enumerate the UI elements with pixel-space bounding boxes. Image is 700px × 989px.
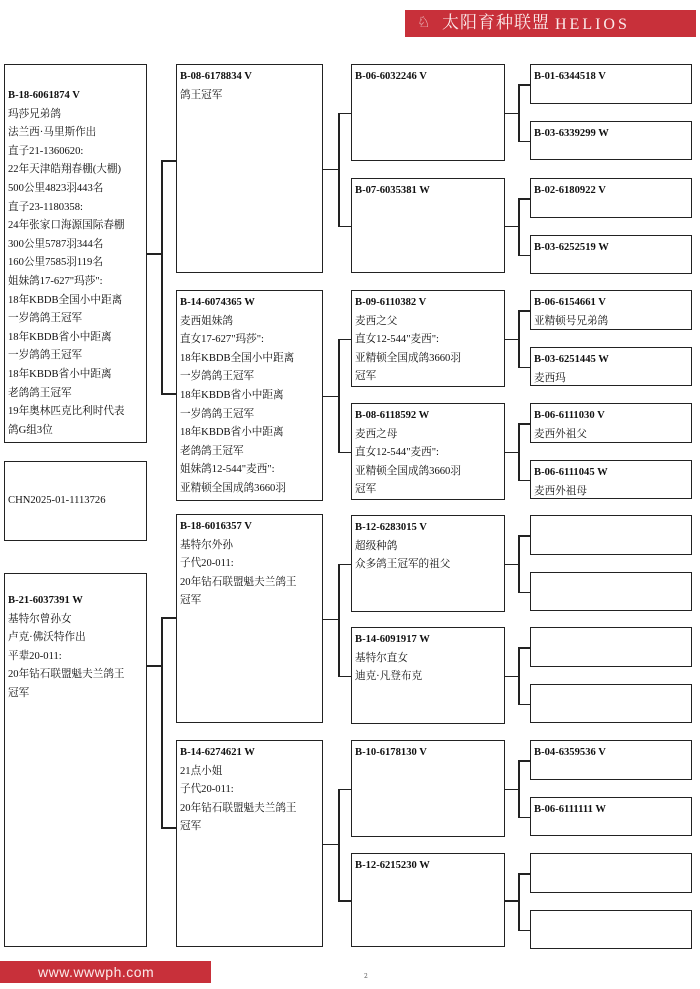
gg-grandparent-box bbox=[530, 290, 692, 330]
connector-line bbox=[518, 310, 530, 312]
gg-grandparent-box bbox=[530, 64, 692, 104]
connector-line bbox=[505, 900, 518, 902]
page-number: 2 bbox=[364, 973, 368, 980]
pedigree-note: 500公里4823羽443名 bbox=[8, 182, 104, 194]
connector-line bbox=[323, 169, 338, 171]
pedigree-note: 鸽G组3位 bbox=[8, 424, 53, 436]
ring-number: B-10-6178130 V bbox=[355, 747, 427, 758]
connector-line bbox=[161, 160, 176, 162]
horse-head-icon: ♘ bbox=[417, 13, 431, 31]
pedigree-note: 18年KBDB省小中距离 bbox=[180, 427, 284, 439]
gg-grandparent-box bbox=[530, 853, 692, 893]
pedigree-note: 直子23-1180358: bbox=[8, 201, 83, 213]
pedigree-note: 姐妹鸽12-544"麦西": bbox=[180, 464, 275, 476]
connector-line bbox=[147, 253, 162, 255]
connector-line bbox=[518, 310, 520, 368]
pedigree-note: 直子21-1360620: bbox=[8, 145, 84, 157]
header-banner bbox=[405, 10, 696, 37]
gg-grandparent-box bbox=[530, 572, 692, 611]
great-grandparent-box bbox=[351, 64, 505, 161]
gg-grandparent-box bbox=[530, 910, 692, 949]
gg-grandparent-box bbox=[530, 403, 692, 443]
ring-number: B-14-6274621 W bbox=[180, 747, 255, 758]
connector-line bbox=[161, 393, 176, 395]
pedigree-note: 亚精顿全国成鸽3660羽 bbox=[355, 352, 461, 364]
ring-number: B-09-6110382 V bbox=[355, 297, 427, 308]
ring-number: B-06-6032246 V bbox=[355, 71, 427, 82]
connector-line bbox=[518, 84, 530, 86]
gg-grandparent-box bbox=[530, 797, 692, 836]
pedigree-note: 卢克·佛沃特作出 bbox=[8, 632, 86, 644]
gg-grandparent-box bbox=[530, 740, 692, 780]
ring-number: B-01-6344518 V bbox=[534, 71, 606, 82]
website-link[interactable]: www.wwwph.com bbox=[38, 964, 155, 980]
sire-box bbox=[4, 64, 147, 443]
connector-line bbox=[338, 226, 351, 228]
ring-number: B-08-6178834 V bbox=[180, 71, 252, 82]
grandparent-box bbox=[176, 64, 323, 273]
pedigree-note: 直女12-544"麦西": bbox=[355, 334, 439, 346]
pedigree-note: 基特尔直女 bbox=[355, 652, 408, 664]
ring-number: B-18-6016357 V bbox=[180, 521, 252, 532]
grandparent-box bbox=[176, 740, 323, 947]
gg-grandparent-box bbox=[530, 235, 692, 274]
pedigree-note: 冠军 bbox=[180, 595, 202, 607]
connector-line bbox=[518, 704, 530, 706]
pedigree-note: 21点小姐 bbox=[180, 765, 223, 777]
grandparent-box bbox=[176, 290, 323, 501]
gg-grandparent-box bbox=[530, 627, 692, 667]
pedigree-note: 24年张家口海源国际春棚 bbox=[8, 220, 125, 232]
connector-line bbox=[518, 873, 530, 875]
connector-line bbox=[338, 339, 351, 341]
ring-number: B-02-6180922 V bbox=[534, 185, 606, 196]
connector-line bbox=[518, 198, 530, 200]
pedigree-note: 法兰西·马里斯作出 bbox=[8, 127, 97, 139]
connector-line bbox=[518, 817, 530, 819]
pedigree-note: 麦西之父 bbox=[355, 315, 398, 327]
pedigree-note: 18年KBDB省小中距离 bbox=[180, 389, 284, 401]
pedigree-note: 20年钻石联盟魁夫兰鸽王 bbox=[180, 802, 297, 814]
connector-line bbox=[147, 665, 162, 667]
pedigree-note: 亚精顿全国成鸽3660羽 bbox=[180, 482, 286, 494]
connector-line bbox=[518, 535, 530, 537]
pedigree-note: 基特尔外孙 bbox=[180, 539, 233, 551]
pedigree-note: 18年KBDB全国小中距离 bbox=[8, 294, 123, 306]
connector-line bbox=[518, 647, 520, 705]
gg-grandparent-box bbox=[530, 684, 692, 723]
pedigree-note: 直女17-627"玛莎": bbox=[180, 334, 264, 346]
connector-line bbox=[161, 617, 176, 619]
ring-number: B-06-6111111 W bbox=[534, 804, 606, 815]
pedigree-note: 子代20-011: bbox=[180, 558, 234, 570]
brand-title: 太阳育种联盟 bbox=[442, 13, 550, 33]
ring-number: B-12-6215230 W bbox=[355, 860, 430, 871]
connector-line bbox=[161, 160, 163, 394]
pedigree-note: 冠军 bbox=[355, 484, 377, 496]
pedigree-note: 亚精顿号兄弟鸽 bbox=[534, 315, 609, 327]
ring-number: B-07-6035381 W bbox=[355, 185, 430, 196]
subject-box bbox=[4, 461, 147, 541]
pedigree-note: 姐妹鸽17-627"玛莎": bbox=[8, 275, 103, 287]
gg-grandparent-box bbox=[530, 178, 692, 218]
connector-line bbox=[338, 789, 340, 902]
ring-number: B-06-6154661 V bbox=[534, 297, 606, 308]
pedigree-note: 基特尔曾孙女 bbox=[8, 613, 72, 625]
pedigree-note: 300公里5787羽344名 bbox=[8, 238, 104, 250]
connector-line bbox=[518, 423, 530, 425]
pedigree-note: 平辈20-011: bbox=[8, 650, 62, 662]
pedigree-note: 玛莎兄弟鸽 bbox=[8, 108, 61, 120]
pedigree-note: 麦西玛 bbox=[534, 372, 566, 384]
pedigree-note: 一岁鸽鸽王冠军 bbox=[8, 350, 83, 362]
ring-number: B-14-6091917 W bbox=[355, 634, 430, 645]
connector-line bbox=[338, 452, 351, 454]
connector-line bbox=[338, 789, 351, 791]
pedigree-note: 迪克·凡登布克 bbox=[355, 671, 423, 683]
connector-line bbox=[323, 396, 338, 398]
ring-number: CHN2025-01-1113726 bbox=[8, 495, 106, 506]
pedigree-note: 子代20-011: bbox=[180, 784, 234, 796]
pedigree-note: 老鸽鸽王冠军 bbox=[8, 387, 72, 399]
connector-line bbox=[505, 452, 518, 454]
brand-name: HELIOS bbox=[555, 16, 630, 33]
connector-line bbox=[338, 900, 351, 902]
connector-line bbox=[518, 647, 530, 649]
ring-number: B-06-6111045 W bbox=[534, 467, 608, 478]
gg-grandparent-box bbox=[530, 515, 692, 555]
pedigree-note: 22年天津皓翔春棚(大棚) bbox=[8, 164, 121, 176]
connector-line bbox=[161, 827, 176, 829]
gg-grandparent-box bbox=[530, 347, 692, 386]
connector-line bbox=[338, 113, 351, 115]
ring-number: B-08-6118592 W bbox=[355, 410, 430, 421]
connector-line bbox=[323, 619, 338, 621]
footer-banner bbox=[0, 961, 211, 983]
connector-line bbox=[518, 760, 520, 818]
pedigree-note: 160公里7585羽119名 bbox=[8, 257, 103, 269]
connector-line bbox=[505, 339, 518, 341]
connector-line bbox=[518, 84, 520, 142]
pedigree-note: 直女12-544"麦西": bbox=[355, 447, 439, 459]
connector-line bbox=[518, 760, 530, 762]
pedigree-note: 麦西外祖父 bbox=[534, 428, 587, 440]
pedigree-note: 麦西外祖母 bbox=[534, 485, 587, 497]
pedigree-note: 20年钻石联盟魁夫兰鸽王 bbox=[8, 669, 125, 681]
dam-box bbox=[4, 573, 147, 947]
pedigree-note: 18年KBDB省小中距离 bbox=[8, 368, 112, 380]
ring-number: B-04-6359536 V bbox=[534, 747, 606, 758]
connector-line bbox=[338, 564, 351, 566]
ring-number: B-06-6111030 V bbox=[534, 410, 605, 421]
pedigree-note: 亚精顿全国成鸽3660羽 bbox=[355, 465, 461, 477]
connector-line bbox=[518, 141, 530, 143]
pedigree-note: 麦西姐妹鸽 bbox=[180, 315, 233, 327]
gg-grandparent-box bbox=[530, 121, 692, 160]
connector-line bbox=[505, 113, 518, 115]
pedigree-note: 18年KBDB全国小中距离 bbox=[180, 352, 295, 364]
pedigree-note: 冠军 bbox=[355, 371, 377, 383]
connector-line bbox=[161, 617, 163, 828]
connector-line bbox=[505, 564, 518, 566]
pedigree-note: 麦西之母 bbox=[355, 428, 398, 440]
pedigree-note: 众多鸽王冠军的祖父 bbox=[355, 559, 451, 571]
pedigree-note: 冠军 bbox=[180, 821, 202, 833]
connector-line bbox=[518, 535, 520, 593]
great-grandparent-box bbox=[351, 740, 505, 837]
connector-line bbox=[338, 339, 340, 453]
connector-line bbox=[518, 480, 530, 482]
great-grandparent-box bbox=[351, 403, 505, 500]
great-grandparent-box bbox=[351, 627, 505, 724]
pedigree-note: 老鸽鸽王冠军 bbox=[180, 445, 244, 457]
connector-line bbox=[518, 873, 520, 931]
connector-line bbox=[518, 423, 520, 481]
connector-line bbox=[338, 113, 340, 227]
pedigree-note: 超级种鸽 bbox=[355, 540, 398, 552]
ring-number: B-03-6339299 W bbox=[534, 128, 609, 139]
connector-line bbox=[505, 226, 518, 228]
grandparent-box bbox=[176, 514, 323, 723]
pedigree-note: 冠军 bbox=[8, 687, 30, 699]
pedigree-note: 20年钻石联盟魁夫兰鸽王 bbox=[180, 576, 297, 588]
ring-number: B-14-6074365 W bbox=[180, 297, 255, 308]
great-grandparent-box bbox=[351, 515, 505, 612]
ring-number: B-12-6283015 V bbox=[355, 522, 427, 533]
ring-number: B-21-6037391 W bbox=[8, 595, 83, 606]
connector-line bbox=[323, 844, 338, 846]
ring-number: B-18-6061874 V bbox=[8, 90, 80, 101]
connector-line bbox=[338, 676, 351, 678]
connector-line bbox=[518, 592, 530, 594]
connector-line bbox=[518, 255, 530, 257]
pedigree-note: 一岁鸽鸽王冠军 bbox=[8, 313, 83, 325]
connector-line bbox=[518, 198, 520, 256]
pedigree-note: 鸽王冠军 bbox=[180, 89, 223, 101]
ring-number: B-03-6252519 W bbox=[534, 242, 609, 253]
connector-line bbox=[338, 564, 340, 677]
pedigree-note: 18年KBDB省小中距离 bbox=[8, 331, 112, 343]
pedigree-note: 一岁鸽鸽王冠军 bbox=[180, 408, 255, 420]
great-grandparent-box bbox=[351, 178, 505, 273]
great-grandparent-box bbox=[351, 290, 505, 387]
connector-line bbox=[505, 676, 518, 678]
great-grandparent-box bbox=[351, 853, 505, 947]
ring-number: B-03-6251445 W bbox=[534, 354, 609, 365]
connector-line bbox=[518, 367, 530, 369]
pedigree-note: 一岁鸽鸽王冠军 bbox=[180, 371, 255, 383]
pedigree-note: 19年奥林匹克比利时代表 bbox=[8, 406, 125, 418]
connector-line bbox=[505, 789, 518, 791]
connector-line bbox=[518, 930, 530, 932]
gg-grandparent-box bbox=[530, 460, 692, 499]
